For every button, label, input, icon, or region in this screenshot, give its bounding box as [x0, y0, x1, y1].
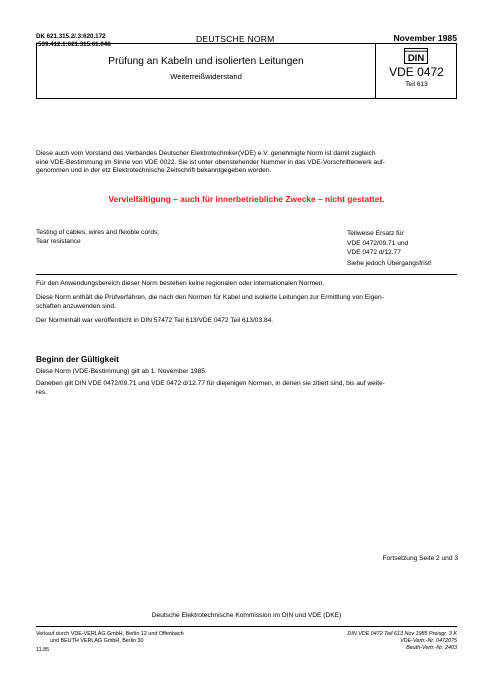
commission-name: Deutsche Elektrotechnische Kommission im DIN und VDE (DKE) [151, 612, 342, 619]
intro-line-1: Diese auch vom Vorstand des Verbandes Deutscher Elektrotechniker(VDE) e.V. genehmigte Norm ist damit zugleich [36, 150, 376, 157]
body-paragraph-2-line-2: schaften anzuwenden sind. [36, 302, 116, 310]
footer-publisher [36, 631, 266, 655]
footer-left-line-1: Verkauf durch VDE-VERLAG GmbH, Berlin 12 und Offenbach [36, 631, 184, 637]
english-title [36, 229, 296, 246]
intro-paragraph [36, 150, 460, 176]
replacement-line-3: VDE 0472 d/12.77 [347, 249, 401, 257]
validity-line-1: Diese Norm (VDE-Bestimmung) gilt ab 1. November 1985. [36, 368, 207, 375]
body-paragraph-3: Der Norminhalt war veröffentlicht in DIN 57472 Teil 613/VDE 0472 Teil 613/03.84. [36, 317, 274, 324]
replacement-line-4: Siehe jedoch Übergangsfrist! [347, 259, 432, 267]
english-title-line-2: Tear resistance [36, 237, 81, 245]
replacement-line-2: VDE 0472/09.71 und [347, 239, 409, 247]
validity-line-2: Daneben gilt DIN VDE 0472/09.71 und VDE 0472 d/12.77 für diejenigen Normen, in denen sie zitiert sind, bis auf weite- [36, 380, 385, 387]
intro-line-3: genommen und in der etz Elektrotechnische Zeitschrift bekanntgegeben worden. [36, 167, 272, 175]
validity-paragraph [36, 380, 460, 397]
validity-heading: Beginn der Gültigkeit [36, 355, 119, 364]
din-logo [404, 48, 428, 64]
horizontal-rule [36, 274, 457, 275]
intro-line-2: eine VDE-Bestimmung im Sinne von VDE 0022. Sie ist unter obenstehender Nummer in das VDE-Vorschriftenwerk auf- [36, 158, 385, 166]
document-subtitle: Weiterreißwiderstand [170, 72, 242, 81]
replacement-note [347, 229, 459, 268]
body-paragraph-1: Für den Anwendungsbereich dieser Norm bestehen keine regionalen oder internationalen Normen. [36, 280, 325, 287]
dk-line-2: :539.412.1:621.315.61.048 [36, 40, 111, 48]
din-standard-box [376, 44, 457, 98]
continuation-note: Fortsetzung Seite 2 und 3 [382, 555, 458, 562]
footer-right-line-1: DIN VDE 0472 Teil 613 Nov 1985 Preisgr. 3 K [347, 631, 457, 637]
english-title-line-1: Testing of cables, wires and flexible cords; [36, 229, 160, 236]
replacement-line-1: Teilweise Ersatz für [347, 230, 404, 237]
body-paragraph-2-line-1: Diese Norm enthält die Prüfverfahren, die nach den Normen für Kabel und isolierte Leitungen zur Ermittlung von Eigen- [36, 294, 384, 301]
norm-type: DEUTSCHE NORM [196, 34, 275, 44]
din-logo-text: DIN [407, 53, 425, 64]
footer-order-info [257, 631, 457, 653]
footer-right-line-2: VDE-Vertr.-Nr. 0472075 [400, 638, 457, 645]
footer-rule [36, 626, 457, 627]
footer-left-line-2: und BEUTH VERLAG GmbH, Berlin 30 [50, 638, 144, 645]
document-title: Prüfung an Kabeln und isolierten Leitungen [108, 56, 304, 67]
validity-line-3: res. [36, 388, 47, 396]
reproduction-warning: Vervielfältigung – auch für innerbetriebliche Zwecke – nicht gestattet. [108, 194, 385, 204]
title-block [36, 40, 457, 99]
footer-right-line-3: Beuth-Vertr.-Nr. 2403 [406, 645, 457, 652]
standard-number: VDE 0472 [389, 65, 444, 79]
standard-part: Teil 613 [405, 81, 428, 88]
publication-date: November 1985 [393, 33, 457, 43]
footer-left-line-3: 11.85 [36, 647, 50, 654]
dk-line-1: DK 621.315.2/.3:620.172 [36, 33, 106, 40]
body-paragraph-2 [36, 294, 460, 311]
